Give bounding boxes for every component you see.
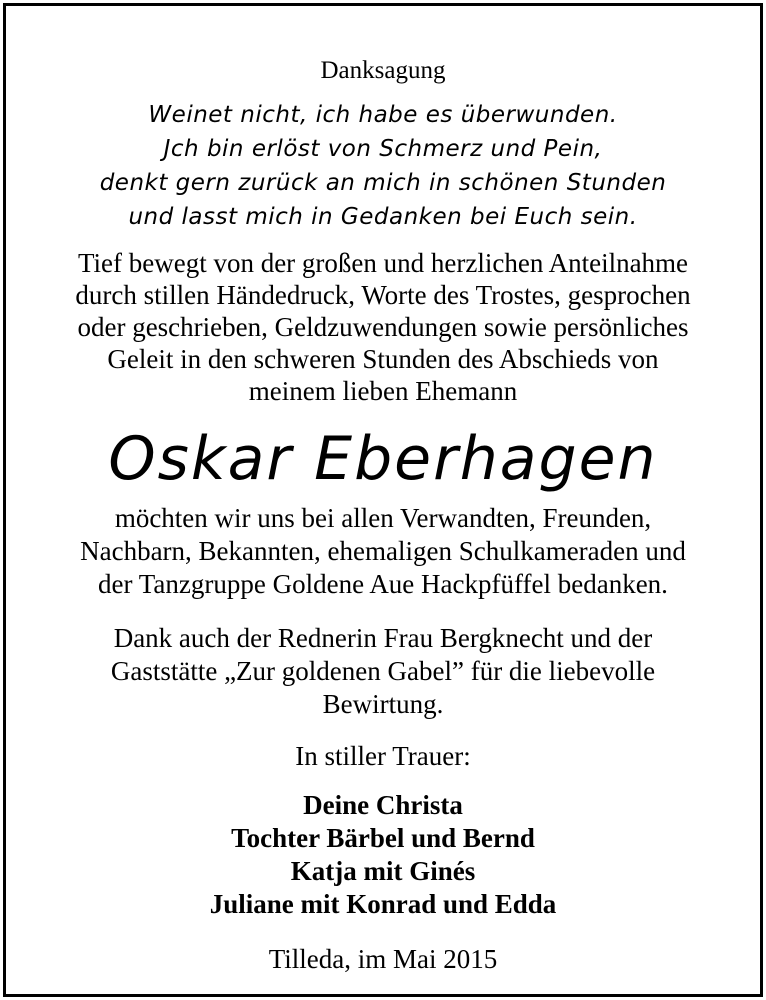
- poem-line: denkt gern zurück an mich in schönen Stunden: [99, 170, 667, 196]
- place-date: Tilleda, im Mai 2015: [268, 944, 498, 974]
- poem-line: und lasst mich in Gedanken bei Euch sein.: [128, 204, 638, 230]
- paragraph-line: Geleit in den schweren Stunden des Abschieds von: [107, 344, 659, 374]
- notice-heading: Danksagung: [320, 57, 446, 84]
- paragraph-line: der Tanzgruppe Goldene Aue Hackpfüffel bedanken.: [98, 569, 668, 599]
- paragraph-line: oder geschrieben, Geldzuwendungen sowie persönliches: [77, 312, 689, 342]
- obituary-notice: [6, 6, 760, 994]
- paragraph-line: meinem lieben Ehemann: [248, 376, 518, 406]
- paragraph-line: möchten wir uns bei allen Verwandten, Freunden,: [114, 503, 652, 533]
- paragraph-line: durch stillen Händedruck, Worte des Trostes, gesprochen: [75, 280, 691, 310]
- paragraph-line: Dank auch der Rednerin Frau Bergknecht und der: [113, 623, 653, 653]
- mourning-label: In stiller Trauer:: [295, 741, 471, 771]
- deceased-name: Oskar Eberhagen: [108, 424, 658, 494]
- paragraph-line: Bewirtung.: [322, 689, 444, 719]
- poem: [6, 98, 760, 234]
- notice-frame: [3, 3, 763, 997]
- poem-line: Weinet nicht, ich habe es überwunden.: [148, 102, 618, 128]
- paragraph-line: Tief bewegt von der großen und herzlichen Anteilnahme: [77, 248, 689, 278]
- thanks-paragraph: [6, 502, 760, 601]
- poem-line: Jch bin erlöst von Schmerz und Pein,: [163, 136, 603, 162]
- signers-list: [6, 789, 760, 921]
- signer-name: Juliane mit Konrad und Edda: [209, 889, 557, 919]
- signer-name: Deine Christa: [303, 790, 463, 820]
- paragraph-line: Nachbarn, Bekannten, ehemaligen Schulkameraden und: [80, 536, 686, 566]
- intro-paragraph: [6, 247, 760, 407]
- extra-thanks-paragraph: [6, 622, 760, 721]
- paragraph-line: Gaststätte „Zur goldenen Gabel” für die liebevolle: [110, 656, 656, 686]
- signer-name: Tochter Bärbel und Bernd: [231, 823, 535, 853]
- signer-name: Katja mit Ginés: [290, 856, 476, 886]
